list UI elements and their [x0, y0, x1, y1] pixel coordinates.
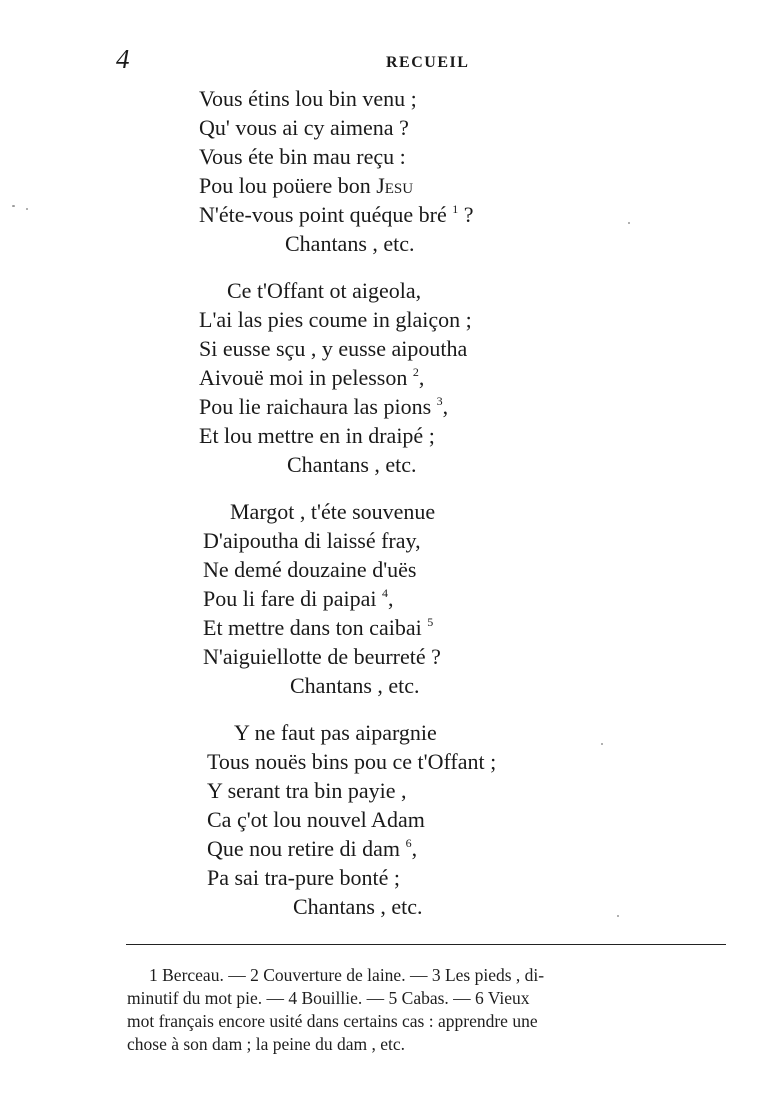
verse-line: Et mettre dans ton caibai $^5$	[203, 615, 434, 640]
verse-line: Tous nouës bins pou ce t'Offant ;	[207, 749, 497, 774]
verse-line: Vous éte bin mau reçu :	[199, 144, 406, 169]
stanza	[0, 84, 768, 258]
verse-line: Aivouë moi in pelesson $^2$,	[199, 365, 425, 390]
verse-line: N'éte-vous point quéque bré $^1$ ?	[199, 202, 474, 227]
verse-line: L'ai las pies coume in glaiçon ;	[199, 307, 472, 332]
verse-line: Vous étins lou bin venu ;	[199, 86, 417, 111]
footnote-marker: 4	[382, 586, 389, 600]
footnote-marker: 1	[452, 202, 459, 216]
verse-line: Pou li fare di paipai $^4$,	[203, 586, 394, 611]
footnote-line: 1 Berceau. — 2 Couverture de laine. — 3 Les pieds , di-	[149, 965, 545, 985]
stanza	[0, 497, 768, 700]
verse-line: D'aipoutha di laissé fray,	[203, 528, 421, 553]
footnote-marker: 5	[427, 615, 434, 629]
footnotes	[127, 964, 737, 1056]
verse-line: Ca ç'ot lou nouvel Adam	[207, 807, 425, 832]
verse-line: Pa sai tra-pure bonté ;	[207, 865, 401, 890]
verse-line: Ce t'Offant ot aigeola,	[227, 278, 422, 303]
refrain-line: Chantans , etc.	[285, 231, 415, 256]
verse-line: Pou lie raichaura las pions $^3$,	[199, 394, 449, 419]
verse-line: Qu' vous ai cy aimena ?	[199, 115, 409, 140]
page-number: 4	[116, 44, 130, 74]
scan-speck	[601, 743, 603, 745]
verse-line: Ne demé douzaine d'uës	[203, 557, 417, 582]
verse-line: Pou lou poüere bon Jesu	[199, 173, 414, 198]
refrain-line: Chantans , etc.	[293, 894, 423, 919]
stanza	[0, 276, 768, 479]
refrain-line: Chantans , etc.	[287, 452, 417, 477]
footnote-marker: 6	[405, 836, 412, 850]
footnote-line: minutif du mot pie. — 4 Bouillie. — 5 Cabas. — 6 Vieux	[127, 988, 530, 1008]
verse-line: Et lou mettre en in draipé ;	[199, 423, 435, 448]
verse-line: Si eusse sçu , y eusse aipoutha	[199, 336, 468, 361]
footnote-line: mot français encore usité dans certains cas : apprendre une	[127, 1011, 538, 1031]
scan-speck	[12, 205, 15, 207]
footnote-marker: 2	[412, 365, 419, 379]
stanza	[0, 718, 768, 921]
verse-line: Y serant tra bin payie ,	[207, 778, 407, 803]
scan-speck	[628, 222, 630, 224]
footnote-marker: 3	[436, 394, 443, 408]
scan-speck	[26, 208, 28, 210]
running-title: RECUEIL	[386, 54, 470, 71]
verse-line: Margot , t'éte souvenue	[230, 499, 436, 524]
verse-line: Que nou retire di dam $^6$,	[207, 836, 418, 861]
footnote-divider	[126, 944, 726, 945]
refrain-line: Chantans , etc.	[290, 673, 420, 698]
poem	[0, 84, 768, 939]
footnote-line: chose à son dam ; la peine du dam , etc.	[127, 1034, 405, 1054]
verse-line: N'aiguiellotte de beurreté ?	[203, 644, 441, 669]
verse-line: Y ne faut pas aipargnie	[234, 720, 437, 745]
small-caps-word: Jesu	[376, 173, 414, 198]
scan-speck	[617, 915, 619, 917]
